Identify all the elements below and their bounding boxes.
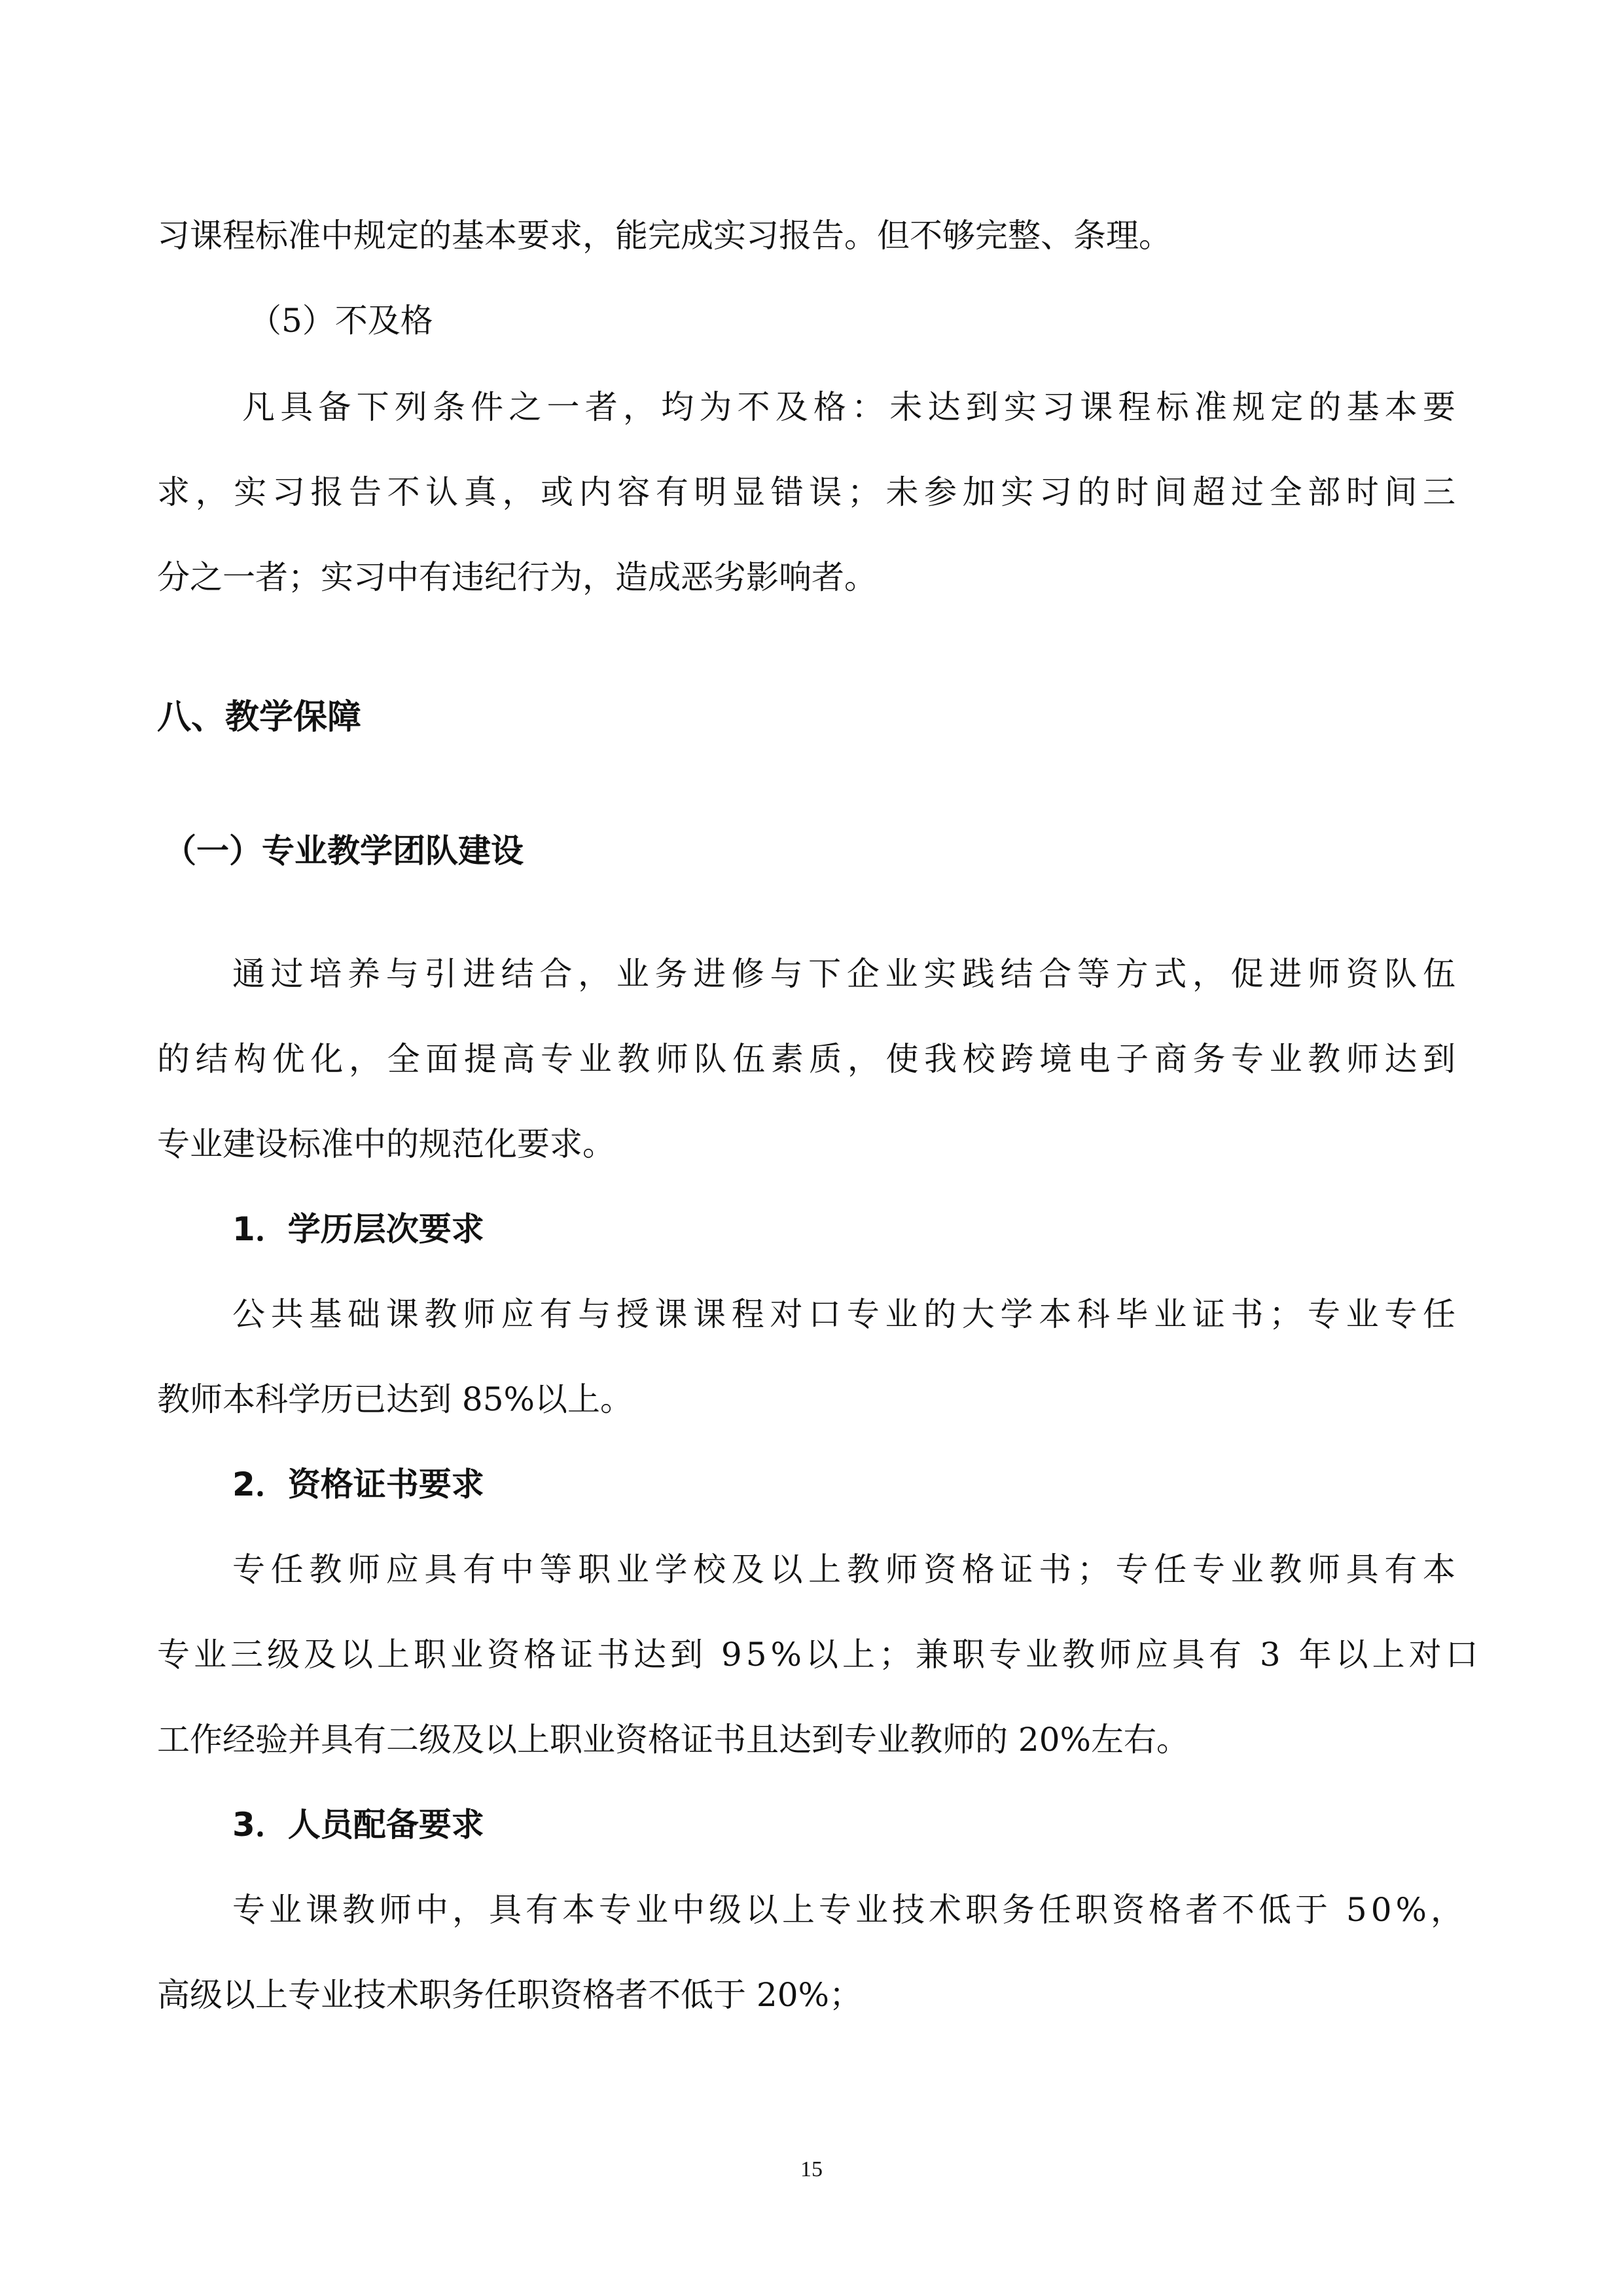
- text-line: 分之一者；实习中有违纪行为，造成恶劣影响者。: [157, 558, 877, 596]
- text-line: 的结构优化，全面提高专业教师队伍素质，使我校跨境电子商务专业教师达到: [157, 1040, 1459, 1078]
- page-number: 15: [800, 2157, 823, 2181]
- text-line: 专任教师应具有中等职业学校及以上教师资格证书；专任专业教师具有本: [232, 1551, 1459, 1588]
- text-line: 专业课教师中，具有本专业中级以上专业技术职务任职资格者不低于 50%，: [232, 1891, 1468, 1929]
- item-heading: 1．学历层次要求: [232, 1210, 484, 1248]
- text-line: 凡具备下列条件之一者，均为不及格：未达到实习课程标准规定的基本要: [242, 388, 1459, 426]
- text-line: 专业三级及以上职业资格证书达到 95%以上；兼职专业教师应具有 3 年以上对口: [157, 1636, 1482, 1674]
- section-heading: 八、教学保障: [157, 698, 362, 737]
- text-line: 教师本科学历已达到 85%以上。: [157, 1380, 633, 1418]
- item-heading: 2．资格证书要求: [232, 1465, 484, 1503]
- text-line: 求，实习报告不认真，或内容有明显错误；未参加实习的时间超过全部时间三: [157, 473, 1459, 511]
- grade-subheading: （5）不及格: [249, 302, 433, 340]
- item-heading: 3．人员配备要求: [232, 1806, 484, 1844]
- subsection-heading: （一）专业教学团队建设: [164, 832, 524, 870]
- text-line: 高级以上专业技术职务任职资格者不低于 20%；: [157, 1976, 863, 2014]
- text-line: 专业建设标准中的规范化要求。: [157, 1125, 615, 1163]
- text-line: 习课程标准中规定的基本要求，能完成实习报告。但不够完整、条理。: [157, 217, 1171, 255]
- text-line: 通过培养与引进结合，业务进修与下企业实践结合等方式，促进师资队伍: [232, 955, 1459, 993]
- text-line: 公共基础课教师应有与授课课程对口专业的大学本科毕业证书；专业专任: [232, 1295, 1459, 1333]
- text-line: 工作经验并具有二级及以上职业资格证书且达到专业教师的 20%左右。: [157, 1721, 1190, 1759]
